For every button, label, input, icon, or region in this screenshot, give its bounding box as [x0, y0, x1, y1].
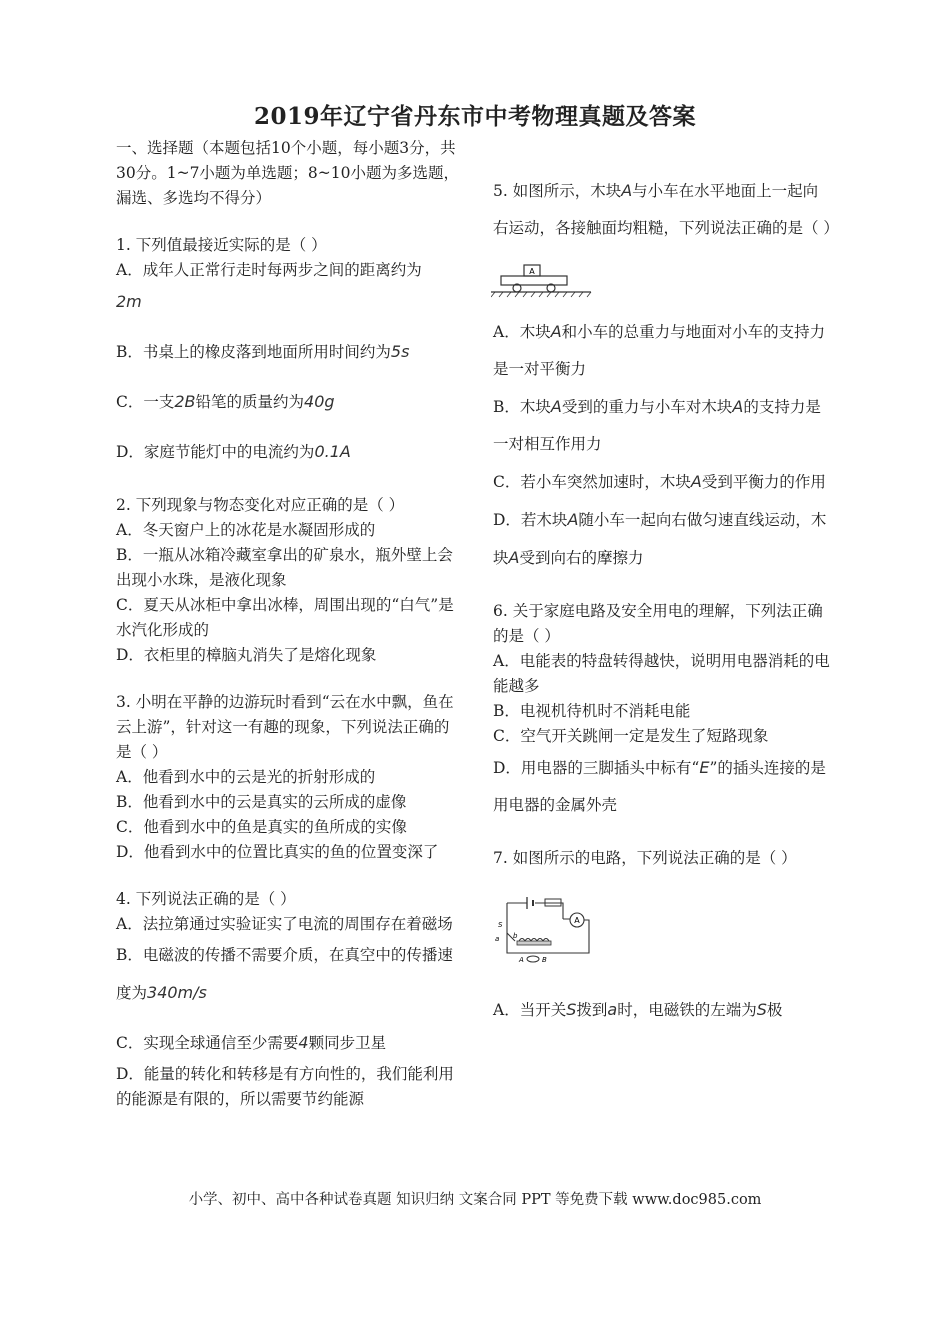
- q6-option-a: A．电能表的特盘转得越快，说明用电器消耗的电能越多: [493, 652, 830, 695]
- needle-end-b-label: B: [542, 956, 547, 964]
- q3-stem: 3. 小明在平静的边游玩时看到“云在水中飘，鱼在云上游”，针对这一有趣的现象，下列说法正确的是（ ）: [116, 693, 454, 761]
- q5-option-c: C．若小车突然加速时，木块A受到平衡力的作用: [493, 472, 826, 491]
- contact-a-label: a: [495, 935, 500, 943]
- q2-stem: 2. 下列现象与物态变化对应正确的是（ ）: [116, 496, 405, 514]
- ground-hatching: [491, 292, 591, 297]
- q3-option-a: A．他看到水中的云是光的折射形成的: [116, 768, 376, 786]
- q4-option-b: B．电磁波的传播不需要介质，在真空中的传播速度为340m/s: [116, 946, 453, 1002]
- q4-stem: 4. 下列说法正确的是（ ）: [116, 890, 296, 908]
- cart-block-figure: [491, 259, 601, 299]
- q4-option-d: D．能量的转化和转移是有方向性的，我们能利用的能源是有限的，所以需要节约能源: [116, 1065, 454, 1108]
- switch-label: S: [498, 921, 503, 929]
- compass-needle: [527, 956, 539, 962]
- q5-option-b: B．木块A受到的重力与小车对木块A的支持力是一对相互作用力: [493, 397, 821, 453]
- q2-option-d: D．衣柜里的樟脑丸消失了是熔化现象: [116, 646, 377, 664]
- ammeter-label: A: [574, 916, 580, 925]
- q6-option-c: C．空气开关跳闸一定是发生了短路现象: [493, 727, 769, 745]
- page-title: 2019年辽宁省丹东市中考物理真题及答案: [253, 103, 696, 130]
- q1-option-b: B．书桌上的橡皮落到地面所用时间约为5s: [116, 342, 410, 361]
- section-heading: 一、选择题（本题包括10个小题，每小题3分，共30分。1~7小题为单选题；8~10小题为多选题，漏选、多选均不得分）: [116, 139, 460, 207]
- cart-body: [501, 276, 567, 285]
- q6-stem: 6. 关于家庭电路及安全用电的理解，下列法正确的是（ ）: [493, 602, 823, 645]
- q5-option-d: D．若木块A随小车一起向右做匀速直线运动，木块A受到向右的摩擦力: [493, 510, 827, 567]
- q1-option-a: A．成年人正常行走时每两步之间的距离约为: [116, 261, 422, 279]
- needle-end-a-label: A: [519, 956, 524, 964]
- q7-option-a: A．当开关S拨到a时，电磁铁的左端为S极: [493, 1000, 783, 1019]
- circuit-side-wire: [507, 903, 589, 953]
- q3-option-d: D．他看到水中的位置比真实的鱼的位置变深了: [116, 843, 439, 861]
- right-column: [493, 172, 839, 1029]
- q1-stem: 1. 下列值最接近实际的是（ ）: [116, 236, 327, 254]
- q3-option-c: C．他看到水中的鱼是真实的鱼所成的实像: [116, 818, 407, 836]
- left-column: [116, 136, 461, 1112]
- iron-core: [517, 941, 551, 945]
- q2-option-c: C．夏天从冰柜中拿出冰棒，周围出现的“白气”是水汽化形成的: [116, 596, 454, 639]
- q6-option-b: B．电视机待机时不消耗电能: [493, 702, 691, 720]
- contact-b-label: b: [513, 932, 518, 940]
- q1-option-a-value: 2m: [116, 292, 142, 311]
- q2-option-b: B．一瓶从冰箱冷藏室拿出的矿泉水，瓶外壁上会出现小水珠，是液化现象: [116, 546, 453, 589]
- q3-option-b: B．他看到水中的云是真实的云所成的虚像: [116, 793, 407, 811]
- q5-stem: 5. 如图所示，木块A与小车在水平地面上一起向右运动，各接触面均粗糙，下列说法正确的是（ ）: [493, 181, 839, 237]
- q4-option-c: C．实现全球通信至少需要4颗同步卫星: [116, 1033, 387, 1052]
- q7-stem: 7. 如图所示的电路，下列说法正确的是（ ）: [493, 849, 797, 867]
- q4-option-a: A．法拉第通过实验证实了电流的周围存在着磁场: [116, 915, 453, 933]
- q5-option-a: A．木块A和小车的总重力与地面对小车的支持力是一对平衡力: [493, 322, 826, 378]
- q2-option-a: A．冬天窗户上的冰花是水凝固形成的: [116, 521, 376, 539]
- page-footer: 小学、初中、高中各种试卷真题 知识归纳 文案合同 PPT 等免费下载 www.doc985.com: [188, 1192, 762, 1208]
- q1-option-d: D．家庭节能灯中的电流约为0.1A: [116, 442, 351, 461]
- block-a-label: A: [529, 267, 535, 276]
- circuit-figure: [493, 889, 593, 969]
- circuit-top-wire: [507, 903, 563, 919]
- q6-option-d: D．用电器的三脚插头中标有“E”的插头连接的是用电器的金属外壳: [493, 758, 826, 814]
- q1-option-c: C．一支2B铅笔的质量约为40g: [116, 392, 335, 411]
